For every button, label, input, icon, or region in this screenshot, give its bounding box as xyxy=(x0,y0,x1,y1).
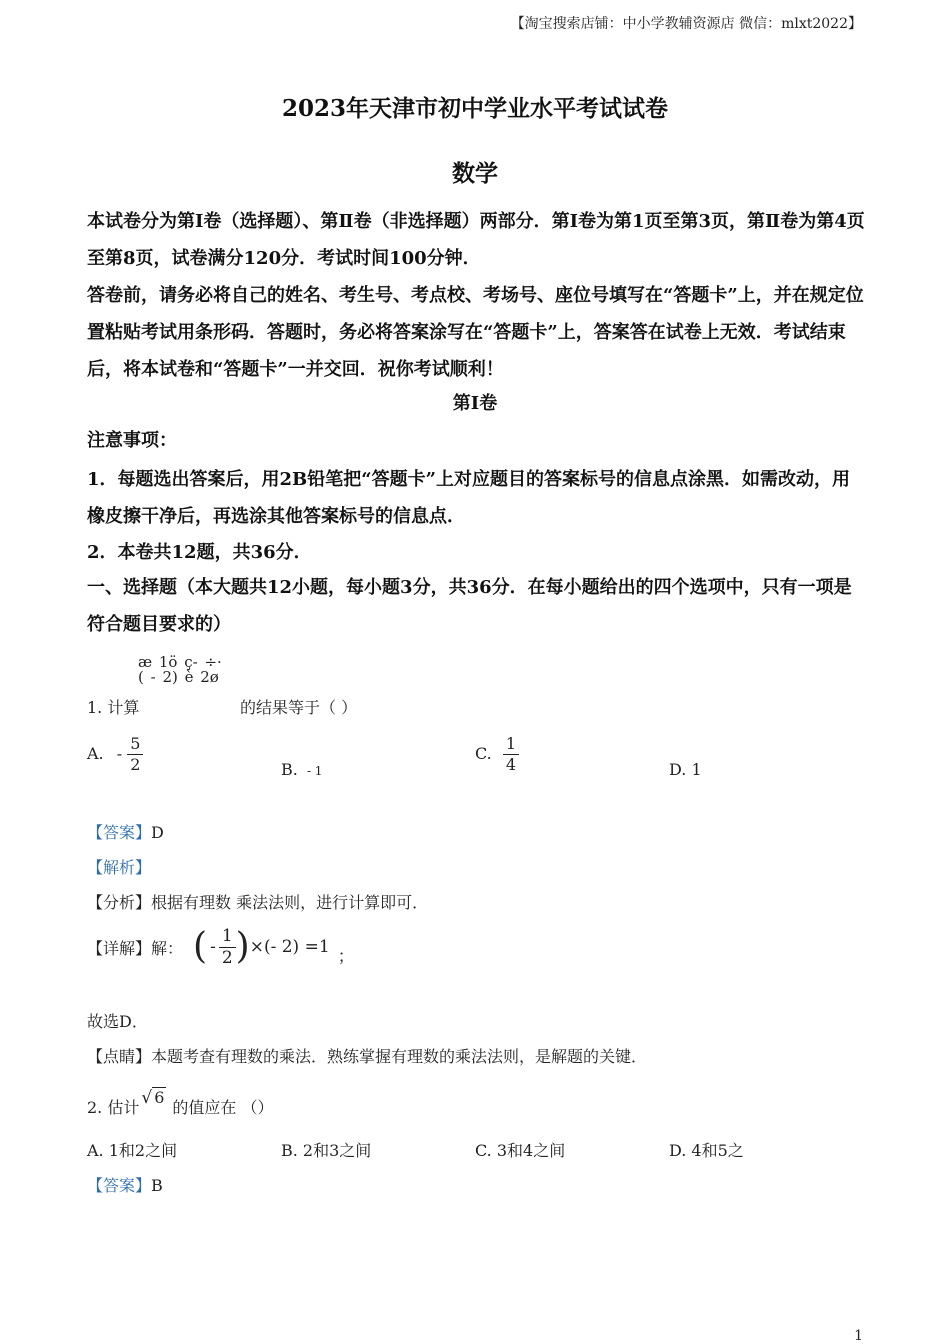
answer-tag: 【答案】 xyxy=(87,1176,152,1195)
subject-title: 数学 xyxy=(452,160,498,187)
sqrt-icon: √ xyxy=(141,1088,153,1108)
q1-fenxi xyxy=(87,890,428,913)
fenxi-tag: 【分析】 xyxy=(87,893,152,912)
q2-radicand: 6 xyxy=(154,1088,165,1107)
note-1: 1．每题选出答案后，用2B铅笔把“答题卡”上对应题目的答案标号的信息点涂黑．如需改动，用橡皮擦干净后，再选涂其他答案标号的信息点． xyxy=(87,469,850,527)
detail-sign: - xyxy=(210,937,216,957)
q1-suffix: 的结果等于（ ） xyxy=(240,698,358,717)
q2-answer xyxy=(87,1173,163,1196)
option-a-sign: - xyxy=(116,744,123,763)
detail-denominator: 2 xyxy=(221,947,233,968)
q2-option-b: B. 2和3之间 xyxy=(281,1141,372,1160)
detail-numerator: 1 xyxy=(219,928,236,948)
q2-prefix: 2. 估计 xyxy=(87,1098,140,1117)
page-number: 1 xyxy=(854,1328,863,1344)
right-paren: ) xyxy=(235,926,250,967)
intro-paragraph-2: 答卷前，请务必将自己的姓名、考生号、考点校、考场号、座位号填写在“答题卡”上，并在规定位置粘贴考试用条形码．答题时，务必将答案涂写在“答题卡”上，答案答在试卷上无效．考试结束后，将本试卷和“答题卡”一并交回．祝你考试顺利！ xyxy=(87,285,864,380)
q1-detail xyxy=(87,922,355,972)
q1-answer xyxy=(87,820,164,843)
intro-paragraph-1: 本试卷分为第Ⅰ卷（选择题）、第Ⅱ卷（非选择题）两部分．第Ⅰ卷为第1页至第3页，第Ⅱ卷为第4页至第8页，试卷满分120分．考试时间100分钟． xyxy=(87,211,865,269)
option-a-numerator: 5 xyxy=(127,736,143,755)
detail-expression xyxy=(193,925,355,968)
left-paren: ( xyxy=(193,926,208,967)
detail-prefix: 解： xyxy=(151,938,184,958)
option-c-denominator: 4 xyxy=(505,755,517,774)
header-note: 【淘宝搜索店铺：中小学教辅资源店 微信：mlxt2022】 xyxy=(510,16,862,32)
detail-fraction xyxy=(219,925,236,968)
fenxi-text: 根据有理数 乘法法则，进行计算即可． xyxy=(151,893,429,912)
note-2: 2．本卷共12题，共36分． xyxy=(87,542,312,563)
detail-end: ； xyxy=(337,946,355,967)
q1-option-c xyxy=(475,736,519,773)
option-c-fraction xyxy=(503,736,519,773)
exam-title: 2023年天津市初中学业水平考试试卷 xyxy=(281,95,668,122)
answer-value: B xyxy=(151,1176,163,1195)
volume-heading: 第Ⅰ卷 xyxy=(452,393,498,414)
q1-option-d xyxy=(669,760,702,779)
section-heading: 一、选择题（本大题共12小题，每小题3分，共36分．在每小题给出的四个选项中，只有一项是符合题目要求的） xyxy=(87,577,852,635)
q2-option-a: A. 1和2之间 xyxy=(87,1141,178,1160)
q1-expression: æ 1ö ç- ÷· ( - 2) è 2ø xyxy=(138,653,222,686)
dianjing-tag: 【点睛】 xyxy=(87,1047,152,1066)
dianjing-text: 本题考查有理数的乘法．熟练掌握有理数的乘法法则，是解题的关键． xyxy=(151,1047,648,1066)
option-b-label: B. xyxy=(281,760,298,779)
q2-suffix: 的值应在 （） xyxy=(172,1098,274,1117)
q2-stem xyxy=(87,1078,273,1118)
option-b-value: - 1 xyxy=(306,764,323,778)
answer-value: D xyxy=(151,823,164,842)
option-a-fraction xyxy=(127,736,143,773)
q1-prefix: 1. 计算 xyxy=(87,698,140,717)
q1-option-b xyxy=(281,760,322,779)
option-c-label: C. xyxy=(475,744,492,763)
option-a-label: A. xyxy=(87,744,104,763)
q1-option-a xyxy=(87,736,143,773)
option-a-denominator: 2 xyxy=(130,755,141,774)
q2-option-d: D. 4和5之 xyxy=(669,1141,744,1160)
q1-dianjing xyxy=(87,1044,647,1067)
option-d-value: 1 xyxy=(691,760,702,779)
answer-tag: 【答案】 xyxy=(87,823,152,842)
q1-conclusion: 故选D． xyxy=(87,1012,148,1031)
q2-sqrt xyxy=(141,1088,166,1108)
detail-rest: ×(- 2) =1 xyxy=(249,937,330,957)
q1-analysis-tag: 【解析】 xyxy=(87,858,152,877)
detail-tag: 【详解】 xyxy=(87,938,152,958)
notes-heading: 注意事项： xyxy=(87,430,177,451)
q2-option-c: C. 3和4之间 xyxy=(475,1141,566,1160)
option-d-label: D. xyxy=(669,760,687,779)
option-c-numerator: 1 xyxy=(503,736,519,755)
